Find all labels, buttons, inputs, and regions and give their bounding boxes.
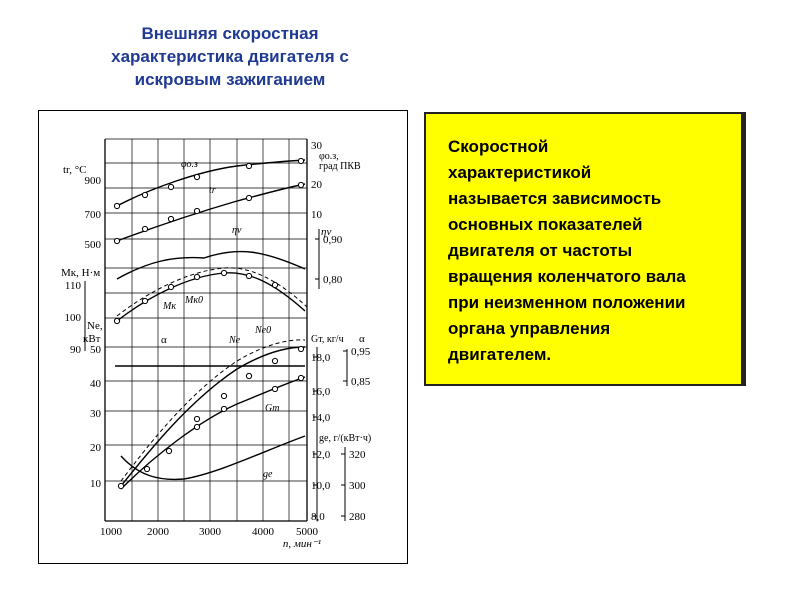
ge-tick: 320: [349, 449, 366, 461]
gt-curve-label: Gт: [265, 403, 280, 414]
title-line: характеристика двигателя с: [111, 47, 349, 66]
speed-characteristic-diagram: [39, 111, 407, 563]
mk-axis-label: Мк, Н·м: [61, 267, 101, 279]
phi-tick: 10: [311, 209, 322, 221]
gt-tick: 10,0: [311, 480, 331, 492]
mk-tick: 90: [70, 344, 81, 356]
gt-tick: 8,0: [311, 511, 325, 523]
gt-tick: 16,0: [311, 386, 331, 398]
definition-line: при неизменном положении: [448, 293, 686, 312]
mk-curve: [117, 273, 305, 321]
x-axis-label: n, мин⁻¹: [282, 538, 321, 550]
phi-tick: 20: [311, 179, 322, 191]
slide-title: [60, 22, 400, 91]
alpha-curve-label: α: [161, 334, 167, 346]
curves: [115, 160, 307, 489]
definition-text: [448, 134, 738, 368]
ne-axis-unit: кВт: [83, 333, 101, 345]
ne-tick: 50: [90, 344, 101, 356]
x-tick: 2000: [147, 526, 169, 538]
eta-tick: 0,90: [323, 234, 343, 246]
definition-line: органа управления: [448, 319, 611, 338]
x-tick: 4000: [252, 526, 274, 538]
mk-curve-label: Мк: [163, 301, 177, 312]
ne0-curve-label: Ne0: [255, 325, 272, 336]
ge-tick: 300: [349, 480, 366, 492]
title-line: искровым зажиганием: [134, 70, 326, 89]
x-tick: 1000: [100, 526, 122, 538]
ne-axis-label: Ne,: [87, 320, 103, 332]
eta-curve-label: ηv: [232, 225, 242, 236]
alpha-tick: 0,85: [351, 376, 371, 388]
ne-tick: 10: [90, 478, 101, 490]
phi-axis-label: φо.з,: [319, 151, 339, 162]
definition-line: двигателя от частоты: [448, 241, 633, 260]
tr-tick: 700: [84, 209, 101, 221]
ge-tick: 280: [349, 511, 366, 523]
mk0-curve-label: Мк0: [185, 295, 204, 306]
gt-axis-label: Gт, кг/ч: [311, 334, 344, 345]
ne-curve-label: Ne: [229, 335, 241, 346]
ge-curve-label: ge: [263, 469, 273, 480]
eta-tick: 0,80: [323, 274, 343, 286]
definition-line: вращения коленчатого вала: [448, 267, 686, 286]
eta-axis-label: ηv: [321, 226, 332, 238]
gt-tick: 14,0: [311, 412, 331, 424]
definition-line: двигателем.: [448, 345, 552, 364]
phi-curve-label: φо.з: [181, 159, 198, 170]
definition-line: основных показателей: [448, 215, 643, 234]
ne-tick: 30: [90, 408, 101, 420]
x-tick: 5000: [296, 526, 318, 538]
alpha-axis-label: α: [359, 333, 365, 345]
box-edge: [741, 114, 746, 384]
ne-tick: 20: [90, 442, 101, 454]
gt-tick: 18,0: [311, 352, 331, 364]
definition-line: характеристикой: [448, 163, 592, 182]
mk-tick: 100: [64, 312, 81, 324]
markers: [114, 158, 303, 488]
ge-curve: [121, 436, 305, 479]
ge-axis-label: ge, г/(кВт·ч): [319, 433, 372, 444]
definition-line: Скоростной: [448, 137, 549, 156]
mk-tick: 110: [64, 280, 81, 292]
tr-tick: 500: [84, 239, 101, 251]
definition-line: называется зависимость: [448, 189, 662, 208]
gt-tick: 12,0: [311, 449, 331, 461]
ne-tick: 40: [90, 378, 101, 390]
phi-tick: 30: [311, 140, 322, 152]
speed-characteristic-figure: [38, 110, 408, 564]
definition-box: [424, 112, 746, 386]
right-scales: [313, 229, 347, 521]
x-tick: 3000: [199, 526, 221, 538]
tr-curve-label: tr: [209, 185, 216, 196]
phi-axis-unit: град ПКВ: [319, 161, 361, 172]
phi-curve: [117, 160, 305, 206]
title-line: Внешняя скоростная: [141, 24, 319, 43]
tr-tick: 900: [84, 175, 101, 187]
alpha-tick: 0,95: [351, 346, 371, 358]
tr-axis-label: tr, °C: [63, 164, 87, 176]
